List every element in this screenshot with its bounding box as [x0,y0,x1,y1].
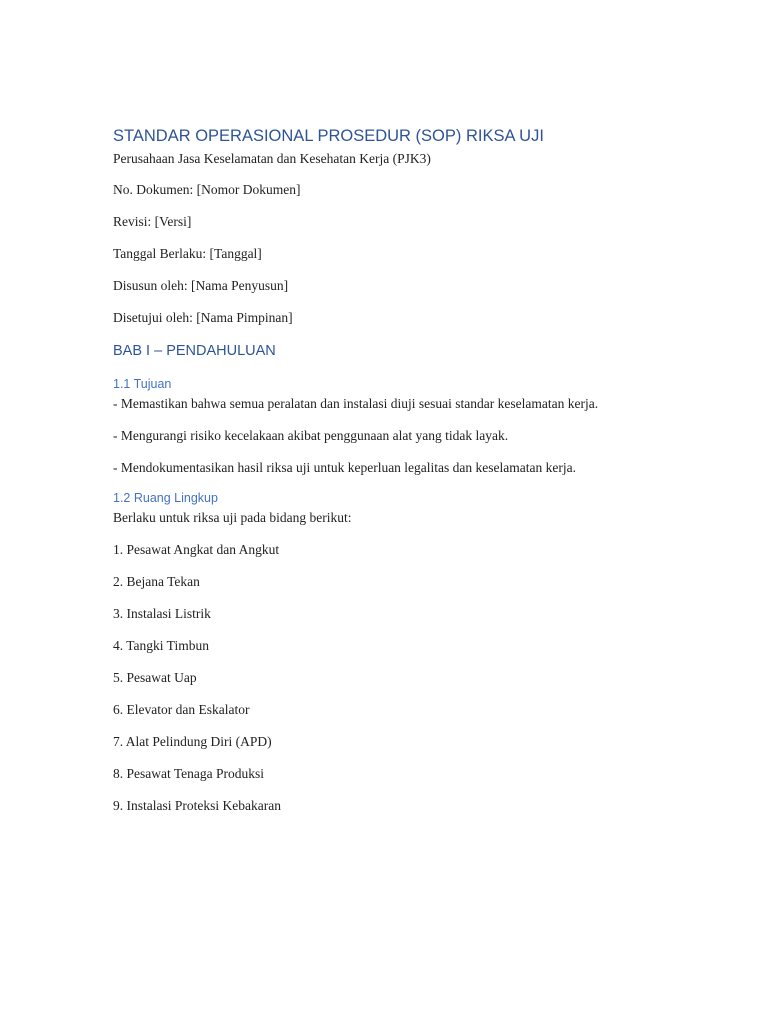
ruang-lingkup-item: 2. Bejana Tekan [113,574,200,589]
tujuan-item: - Mengurangi risiko kecelakaan akibat penggunaan alat yang tidak layak. [113,428,509,443]
ruang-lingkup-item: 9. Instalasi Proteksi Kebakaran [113,798,281,813]
ruang-lingkup-intro: Berlaku untuk riksa uji pada bidang berikut: [113,510,352,525]
chapter-title: BAB I – PENDAHULUAN [113,343,276,359]
meta-approved-by: Disetujui oleh: [Nama Pimpinan] [113,310,293,325]
ruang-lingkup-item: 1. Pesawat Angkat dan Angkut [113,542,280,557]
ruang-lingkup-item: 4. Tangki Timbun [113,638,209,653]
ruang-lingkup-item: 8. Pesawat Tenaga Produksi [113,766,265,781]
ruang-lingkup-item: 6. Elevator dan Eskalator [113,702,250,717]
ruang-lingkup-item: 7. Alat Pelindung Diri (APD) [113,734,272,749]
document-title: STANDAR OPERASIONAL PROSEDUR (SOP) RIKSA UJI [113,127,544,145]
document-page [113,124,713,816]
section-heading-tujuan: 1.1 Tujuan [113,377,172,391]
meta-document-number: No. Dokumen: [Nomor Dokumen] [113,182,301,197]
document-subtitle: Perusahaan Jasa Keselamatan dan Kesehatan Kerja (PJK3) [113,151,431,166]
meta-prepared-by: Disusun oleh: [Nama Penyusun] [113,278,289,293]
meta-effective-date: Tanggal Berlaku: [Tanggal] [113,246,262,261]
ruang-lingkup-item: 3. Instalasi Listrik [113,606,211,621]
tujuan-item: - Mendokumentasikan hasil riksa uji untuk keperluan legalitas dan keselamatan kerja. [113,460,576,475]
tujuan-item: - Memastikan bahwa semua peralatan dan instalasi diuji sesuai standar keselamatan kerja. [113,396,599,411]
ruang-lingkup-item: 5. Pesawat Uap [113,670,197,685]
meta-revision: Revisi: [Versi] [113,214,192,229]
section-heading-ruang-lingkup: 1.2 Ruang Lingkup [113,491,218,505]
